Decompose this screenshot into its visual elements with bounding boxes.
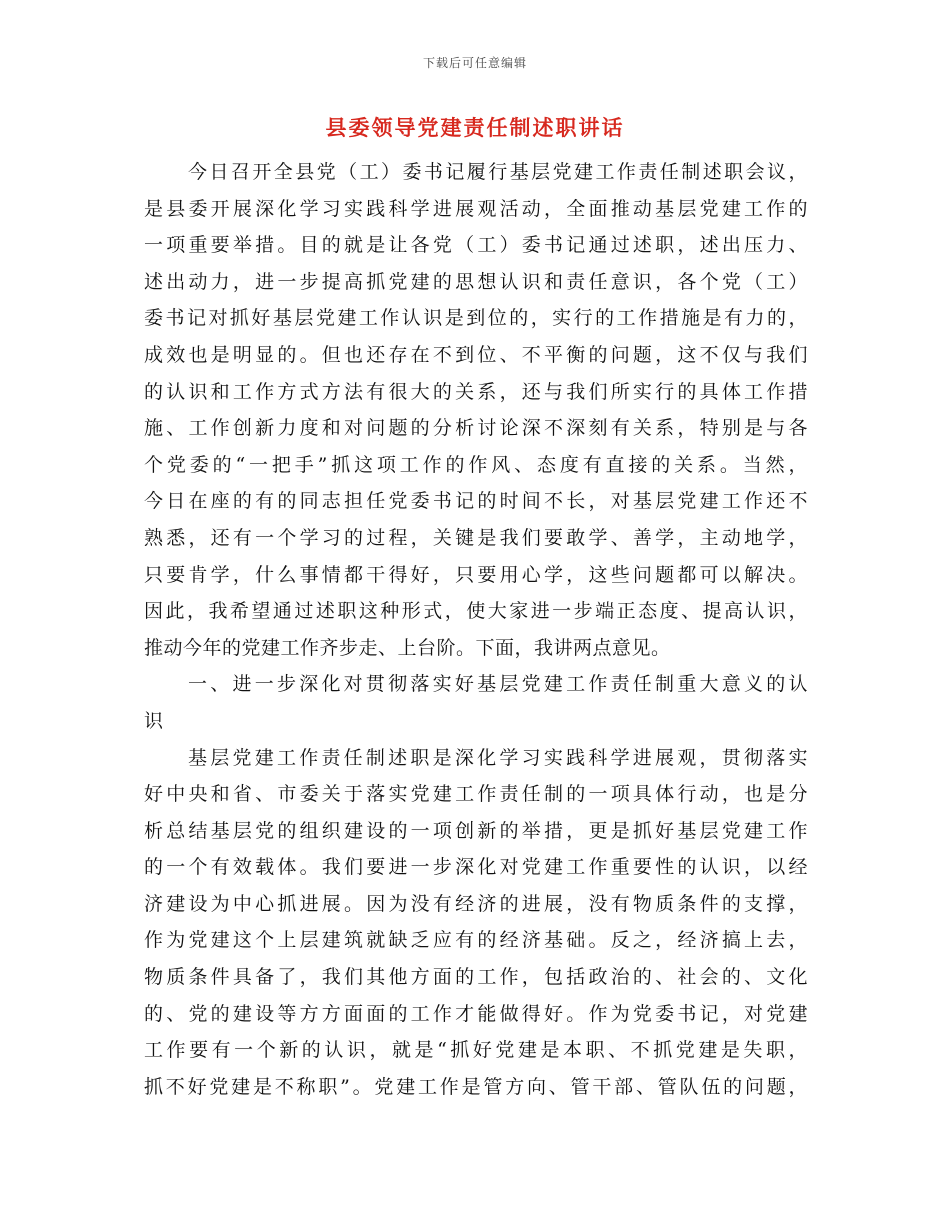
text-line: 委书记对抓好基层党建工作认识是到位的，实行的工作措施是有力的， [144,307,808,330]
document-body [144,154,808,1105]
text-line: 基层党建工作责任制述职是深化学习实践科学进展观，贯彻落实 [188,746,808,769]
text-line: 物质条件具备了，我们其他方面的工作，包括政治的、社会的、文化 [144,966,808,989]
text-line: 识 [144,709,164,732]
header-note: 下载后可任意编辑 [422,56,527,70]
text-line: 的认识和工作方式方法有很大的关系，还与我们所实行的具体工作措 [144,380,808,403]
text-line: 今日召开全县党（工）委书记履行基层党建工作责任制述职会议， [188,161,808,183]
text-line: 成效也是明显的。但也还存在不到位、不平衡的问题，这不仅与我们 [144,343,808,366]
text-line: 作为党建这个上层建筑就缺乏应有的经济基础。反之，经济搞上去， [144,929,808,952]
text-line: 述出动力，进一步提高抓党建的思想认识和责任意识，各个党（工） [144,270,808,293]
text-line: 济建设为中心抓进展。因为没有经济的进展，没有物质条件的支撑， [144,892,808,915]
text-line: 是县委开展深化学习实践科学进展观活动，全面推动基层党建工作的 [144,197,808,220]
text-line: 的一个有效载体。我们要进一步深化对党建工作重要性的认识，以经 [144,856,808,879]
text-line: 一项重要举措。目的就是让各党（工）委书记通过述职，述出压力、 [144,234,808,257]
text-line: 施、工作创新力度和对问题的分析讨论深不深刻有关系，特别是与各 [144,417,808,440]
text-line: 只要肯学，什么事情都干得好，只要用心学，这些问题都可以解决。 [144,563,808,586]
text-line: 因此，我希望通过述职这种形式，使大家进一步端正态度、提高认识， [144,600,808,623]
text-line: 一、进一步深化对贯彻落实好基层党建工作责任制重大意义的认 [188,673,808,696]
text-line: 个党委的“一把手”抓这项工作的作风、态度有直接的关系。当然， [144,453,808,476]
text-line: 好中央和省、市委关于落实党建工作责任制的一项具体行动，也是分 [144,783,808,806]
text-line: 析总结基层党的组织建设的一项创新的举措，更是抓好基层党建工作 [144,819,808,842]
text-line: 熟悉，还有一个学习的过程，关键是我们要敢学、善学，主动地学， [144,526,808,549]
text-line: 工作要有一个新的认识，就是“抓好党建是本职、不抓党建是失职， [144,1039,808,1062]
document-title: 县委领导党建责任制述职讲话 [325,116,625,140]
text-line: 的、党的建设等方方面面的工作才能做得好。作为党委书记，对党建 [144,1002,808,1025]
text-line: 抓不好党建是不称职”。党建工作是管方向、管干部、管队伍的问题， [144,1075,808,1098]
text-line: 今日在座的有的同志担任党委书记的时间不长，对基层党建工作还不 [144,490,808,513]
text-line: 推动今年的党建工作齐步走、上台阶。下面，我讲两点意见。 [144,636,671,659]
